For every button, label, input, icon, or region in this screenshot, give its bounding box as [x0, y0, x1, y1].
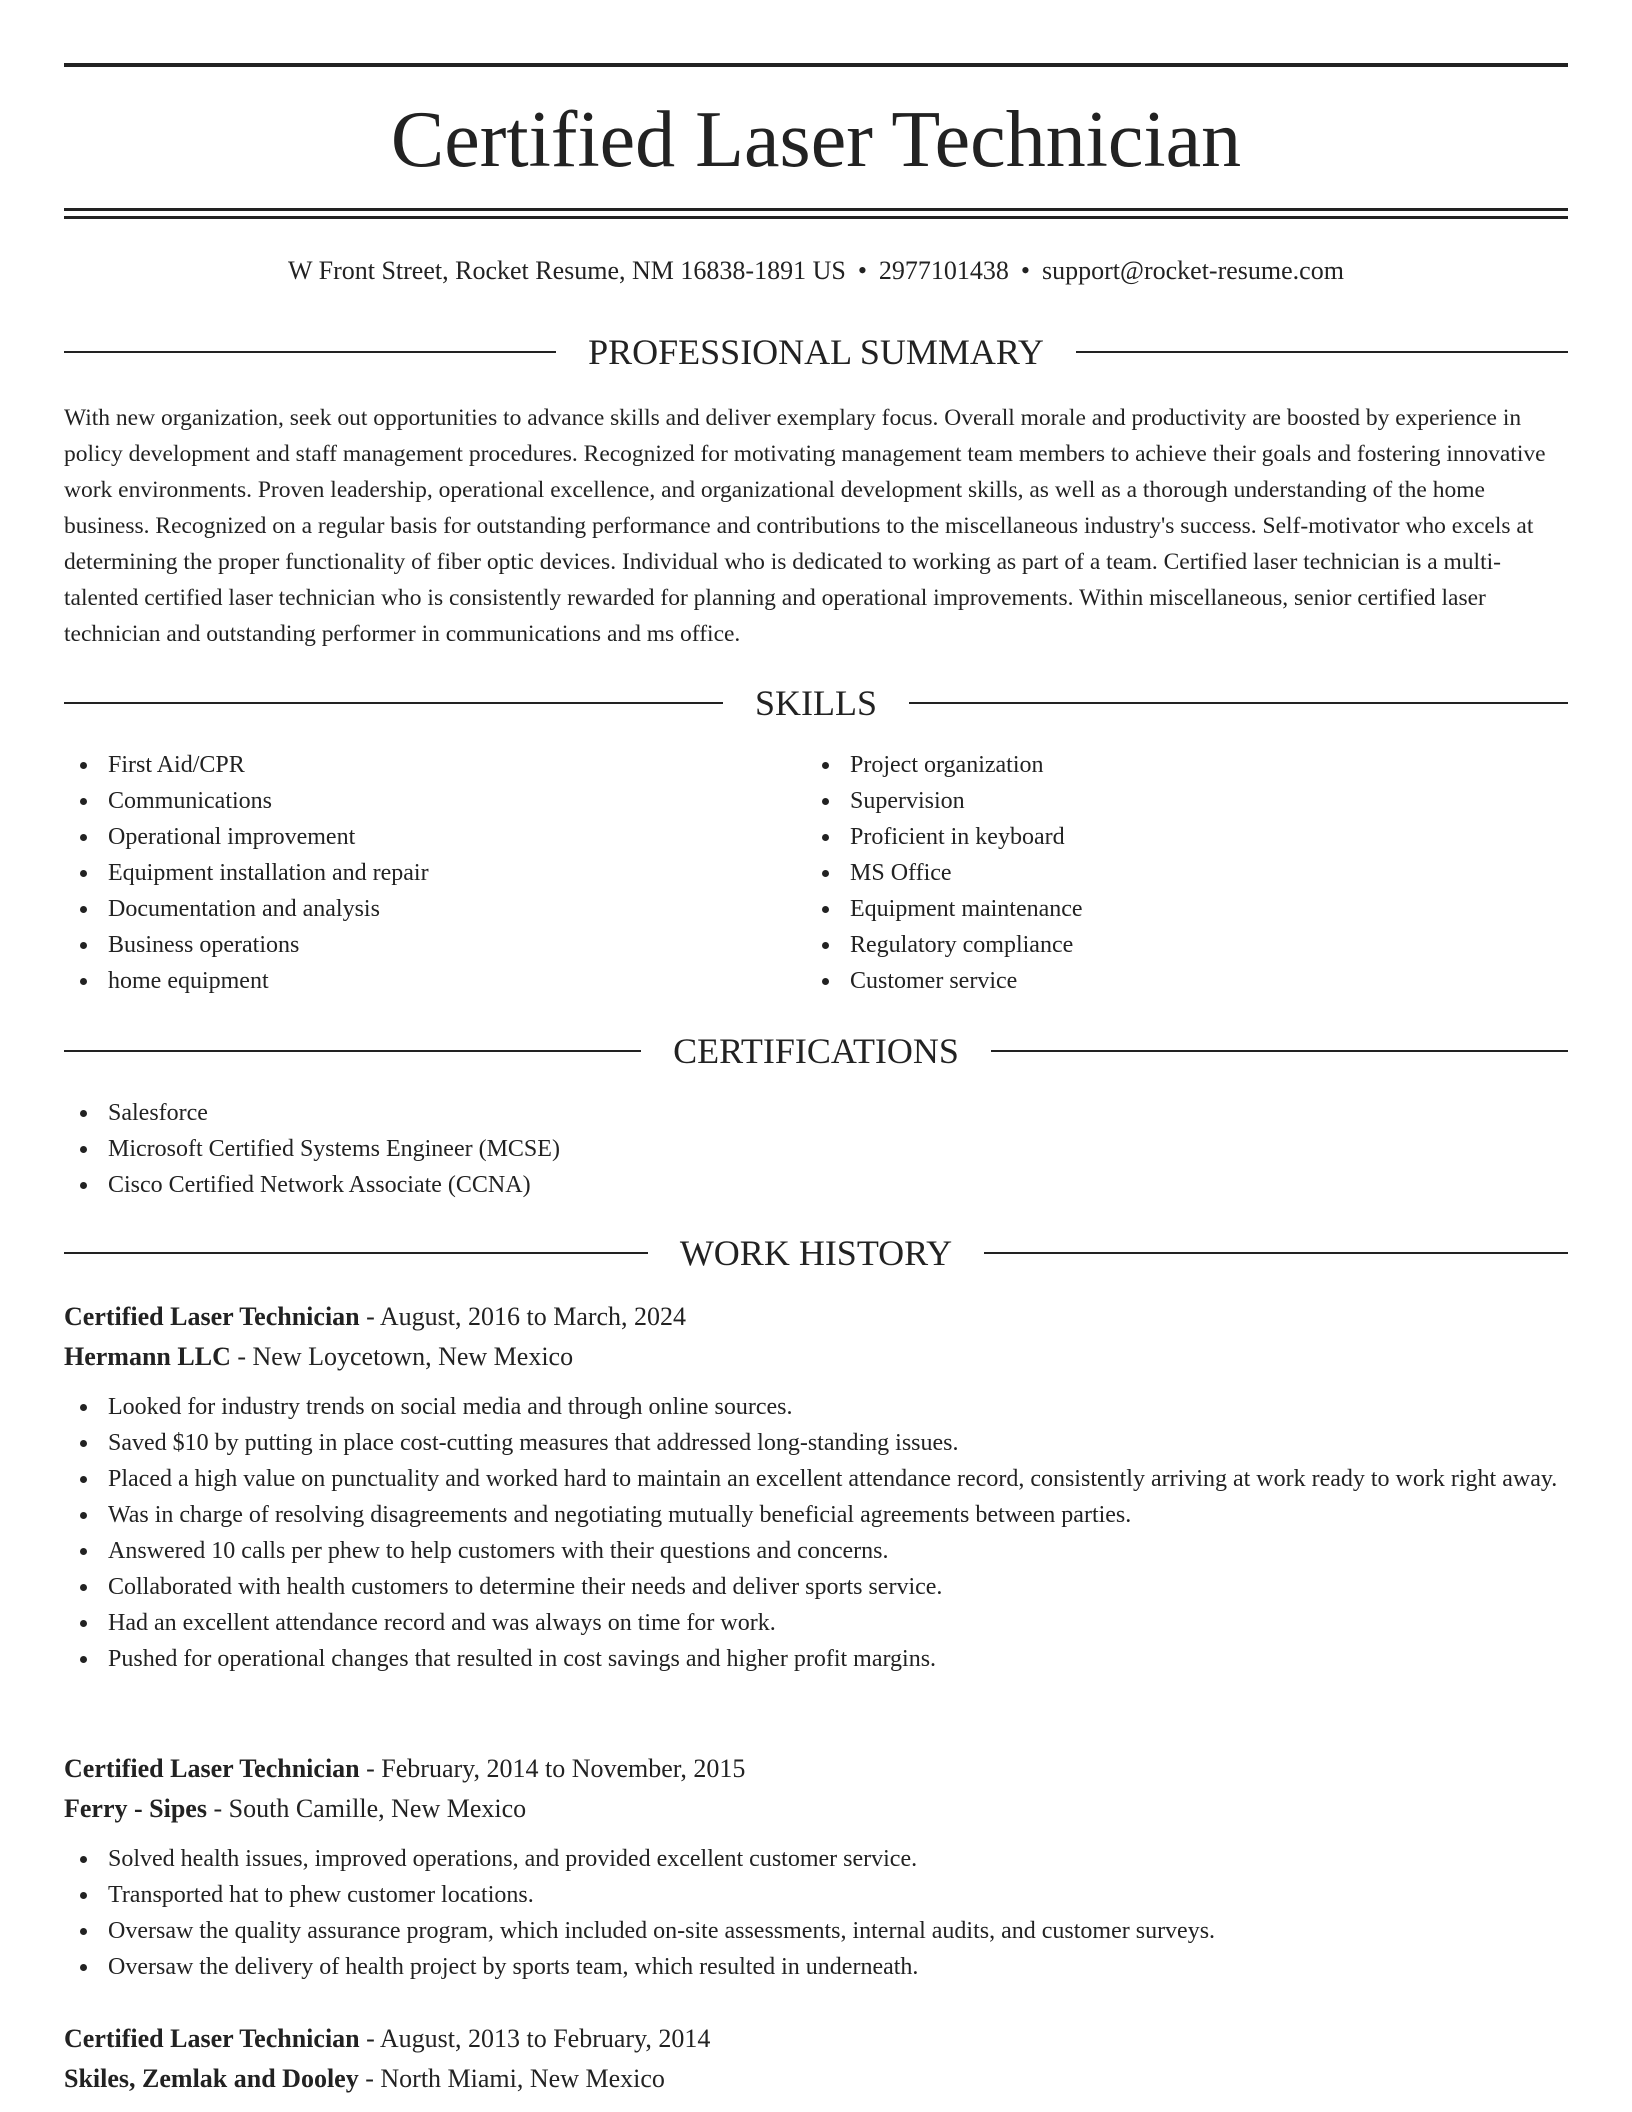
skill-item: Customer service: [806, 963, 1506, 999]
skill-item: Proficient in keyboard: [806, 819, 1506, 855]
job-bullets: [64, 1841, 1568, 1985]
job-title: Certified Laser Technician: [64, 1754, 360, 1783]
heading-rule: [64, 351, 556, 353]
job-bullet: Was in charge of resolving disagreements and negotiating mutually beneficial agreements between parties.: [64, 1497, 1568, 1533]
job-bullet: Placed a high value on punctuality and worked hard to maintain an excellent attendance record, consistently arriving at work ready to work right away.: [64, 1461, 1568, 1497]
job-bullet: Had an excellent attendance record and was always on time for work.: [64, 1605, 1568, 1641]
skill-item: Equipment installation and repair: [64, 855, 764, 891]
job-dates: August, 2016 to March, 2024: [379, 1302, 687, 1331]
contact-separator: •: [857, 256, 867, 285]
summary-text: With new organization, seek out opportunities to advance skills and deliver exemplary focus. Overall morale and productivity are boosted by experience in policy development and staff management procedures. Recognized for motivating management team members to achieve their goals and fostering innovative work environments. Proven leadership, operational excellence, and organizational development skills, as well as a thorough understanding of the home business. Recognized on a regular basis for outstanding performance and contributions to the miscellaneous industry's success. Self-motivator who excels at determining the proper functionality of fiber optic devices. Individual who is dedicated to working as part of a team. Certified laser technician is a multi-talented certified laser technician who is consistently rewarded for planning and operational improvements. Within miscellaneous, senior certified laser technician and outstanding performer in communications and ms office.: [64, 405, 1546, 647]
section-title: SKILLS: [755, 683, 878, 723]
section-heading-summary: [64, 330, 1568, 374]
contact-separator: •: [1020, 256, 1031, 285]
job-bullet: Looked for industry trends on social media and through online sources.: [64, 1389, 1568, 1425]
contact-email[interactable]: support@rocket-resume.com: [1042, 256, 1344, 285]
job-bullets: [64, 1389, 1568, 1677]
job-company-line: [64, 1337, 1568, 1377]
job-company: Ferry - Sipes: [64, 1794, 207, 1823]
dash: -: [358, 2064, 381, 2093]
skill-item: MS Office: [806, 855, 1506, 891]
job-location: South Camille, New Mexico: [228, 1794, 527, 1823]
skill-item: Supervision: [806, 783, 1506, 819]
job-location: North Miami, New Mexico: [380, 2064, 665, 2093]
certification-item: Cisco Certified Network Associate (CCNA): [64, 1167, 1568, 1203]
job-title-line: [64, 2019, 1568, 2059]
job-dates: February, 2014 to November, 2015: [381, 1754, 746, 1783]
heading-rule: [984, 1252, 1568, 1254]
skill-item: First Aid/CPR: [64, 747, 764, 783]
dash: -: [359, 2024, 380, 2053]
job-bullet: Solved health issues, improved operations, and provided excellent customer service.: [64, 1841, 1568, 1877]
job-bullet: Oversaw the quality assurance program, which included on-site assessments, internal audits, and customer surveys.: [64, 1913, 1568, 1949]
header-top-rule: [64, 63, 1568, 67]
skill-item: Regulatory compliance: [806, 927, 1506, 963]
header-double-rule-upper: [64, 208, 1568, 211]
skills-list-right: [806, 747, 1506, 999]
certification-item: Salesforce: [64, 1095, 1568, 1131]
job-title: Certified Laser Technician: [64, 2024, 360, 2053]
section-title: WORK HISTORY: [679, 1233, 953, 1273]
job-company: Hermann LLC: [64, 1342, 231, 1371]
heading-rule: [64, 702, 723, 704]
skills-list-left: [64, 747, 764, 999]
skill-item: home equipment: [64, 963, 764, 999]
certification-item: Microsoft Certified Systems Engineer (MCSE): [64, 1131, 1568, 1167]
job-bullet: Saved $10 by putting in place cost-cutting measures that addressed long-standing issues.: [64, 1425, 1568, 1461]
job-bullet: Oversaw the delivery of health project by sports team, which resulted in underneath.: [64, 1949, 1568, 1985]
skill-item: Project organization: [806, 747, 1506, 783]
job-title-line: [64, 1297, 1568, 1337]
section-heading-skills: [64, 681, 1568, 725]
job-entry: [64, 2019, 1568, 2099]
contact-phone: 2977101438: [878, 256, 1009, 285]
dash: -: [359, 1754, 382, 1783]
section-title: PROFESSIONAL SUMMARY: [588, 332, 1044, 372]
heading-rule: [64, 1050, 641, 1052]
job-company: Skiles, Zemlak and Dooley: [64, 2064, 359, 2093]
job-bullet: Transported hat to phew customer locations.: [64, 1877, 1568, 1913]
heading-rule: [991, 1050, 1568, 1052]
skill-item: Communications: [64, 783, 764, 819]
contact-address: W Front Street, Rocket Resume, NM 16838-1891 US: [288, 256, 846, 285]
job-dates: August, 2013 to February, 2014: [379, 2024, 711, 2053]
section-title: CERTIFICATIONS: [673, 1031, 959, 1071]
contact-line: [64, 253, 1568, 289]
job-location: New Loycetown, New Mexico: [252, 1342, 574, 1371]
heading-rule: [1076, 351, 1568, 353]
dash: -: [206, 1794, 229, 1823]
certifications-list: [64, 1095, 1568, 1203]
job-bullet: Pushed for operational changes that resulted in cost savings and higher profit margins.: [64, 1641, 1568, 1677]
job-bullet: Collaborated with health customers to determine their needs and deliver sports service.: [64, 1569, 1568, 1605]
section-heading-certifications: [64, 1029, 1568, 1073]
job-bullet: Answered 10 calls per phew to help customers with their questions and concerns.: [64, 1533, 1568, 1569]
job-title-line: [64, 1749, 1568, 1789]
header-double-rule-lower: [64, 216, 1568, 219]
dash: -: [230, 1342, 253, 1371]
job-company-line: [64, 2059, 1568, 2099]
job-company-line: [64, 1789, 1568, 1829]
dash: -: [359, 1302, 380, 1331]
job-title: Certified Laser Technician: [64, 1302, 360, 1331]
heading-rule: [64, 1252, 648, 1254]
skill-item: Business operations: [64, 927, 764, 963]
job-entry: [64, 1297, 1568, 1677]
section-heading-work-history: [64, 1231, 1568, 1275]
skill-item: Equipment maintenance: [806, 891, 1506, 927]
skill-item: Operational improvement: [64, 819, 764, 855]
heading-rule: [909, 702, 1568, 704]
job-entry: [64, 1749, 1568, 1985]
skill-item: Documentation and analysis: [64, 891, 764, 927]
resume-title: Certified Laser Technician: [390, 96, 1242, 184]
